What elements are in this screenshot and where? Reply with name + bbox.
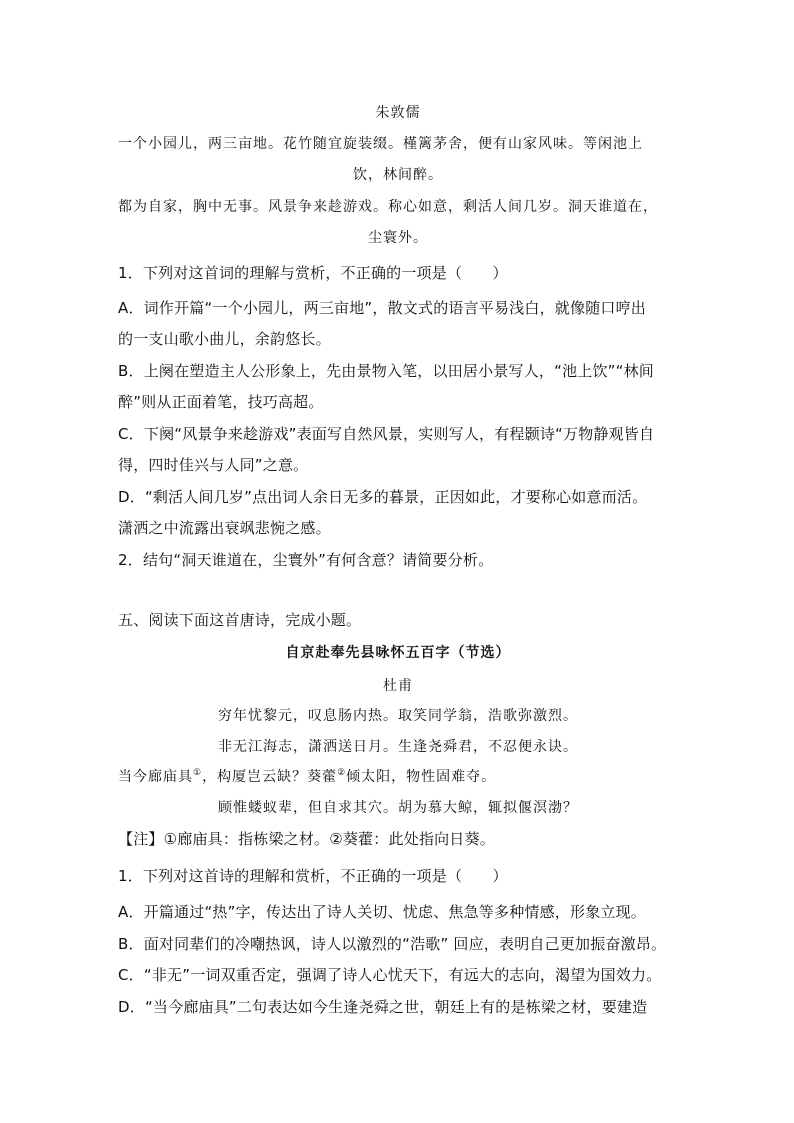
question-stem: 2．结句“洞天谁道在，尘寰外”有何含意？请简要分析。	[118, 551, 494, 569]
poem-line: 非无江海志，潇洒送日月。生逢尧舜君，不忍便永诀。	[218, 739, 578, 755]
option-line: D．“剩活人间几岁”点出词人余日无多的暮景，正因如此，才要称心如意而活。	[118, 488, 648, 506]
poem-text: ，构厦岂云缺？葵藿	[202, 769, 338, 785]
question-stem: 1．下列对这首诗的理解和赏析，不正确的一项是（ ）	[118, 867, 508, 885]
poem-author: 杜甫	[383, 678, 413, 694]
poem-line: 都为自家，胸中无事。风景争来趁游戏。称心如意，剩活人间几岁。洞天谁道在，	[118, 199, 658, 215]
option-line: 的一支山歌小曲儿，余韵悠长。	[118, 330, 331, 348]
poem-line: 饮，林间醉。	[353, 167, 443, 183]
option-line: 醉”则从正面着笔，技巧高超。	[118, 393, 324, 411]
footnote-marker: ①	[193, 768, 203, 778]
option-line: B．上阕在塑造主人公形象上，先由景物入笔，以田居小景写人，“池上饮”“林间	[118, 362, 655, 380]
option-line: 潇洒之中流露出衰飒悲惋之感。	[118, 519, 331, 537]
footnote: 【注】①廊庙具：指栋梁之材。②葵藿：此处指向日葵。	[118, 830, 495, 848]
poem-author: 朱敦儒	[375, 105, 421, 121]
poem-line: 穷年忧黎元，叹息肠内热。取笑同学翁，浩歌弥激烈。	[218, 708, 578, 724]
poem-title: 自京赴奉先县咏怀五百字（节选）	[285, 645, 511, 661]
option-line: C．下阕“风景争来趁游戏”表面写自然风景，实则写人，有程颢诗“万物静观皆自	[118, 425, 655, 443]
poem-line: 一个小园儿，两三亩地。花竹随宜旋装缀。槿篱茅舍，便有山家风味。等闲池上	[118, 136, 643, 152]
option-line: B．面对同辈们的冷嘲热讽，诗人以激烈的“浩歌” 回应，表明自己更加振奋激昂。	[118, 935, 667, 953]
option-line: C．“非无”一词双重否定，强调了诗人心忧天下，有远大的志向，渴望为国效力。	[118, 966, 662, 984]
poem-line	[118, 767, 678, 787]
question-stem: 1．下列对这首词的理解与赏析，不正确的一项是（ ）	[118, 264, 508, 282]
option-line: A．开篇通过“热”字，传达出了诗人关切、忧虑、焦急等多种情感，形象立现。	[118, 903, 647, 921]
section-heading: 五、阅读下面这首唐诗，完成小题。	[118, 611, 362, 629]
option-line: 得，四时佳兴与人同”之意。	[118, 456, 309, 474]
poem-text: 倾太阳，物性固难夺。	[346, 769, 497, 785]
option-line: A．词作开篇“一个小园儿，两三亩地”，散文式的语言平易浅白，就像随口哼出	[118, 299, 647, 317]
footnote-marker: ②	[337, 768, 347, 778]
poem-text: 当今廊庙具	[118, 769, 193, 785]
option-line: D．“当今廊庙具”二句表达如今生逢尧舜之世，朝廷上有的是栋梁之材，要建造	[118, 998, 648, 1016]
poem-line: 顾惟蝼蚁辈，但自求其穴。胡为慕大鲸，辄拟偃溟渤？	[218, 800, 578, 816]
poem-line: 尘寰外。	[368, 230, 428, 246]
